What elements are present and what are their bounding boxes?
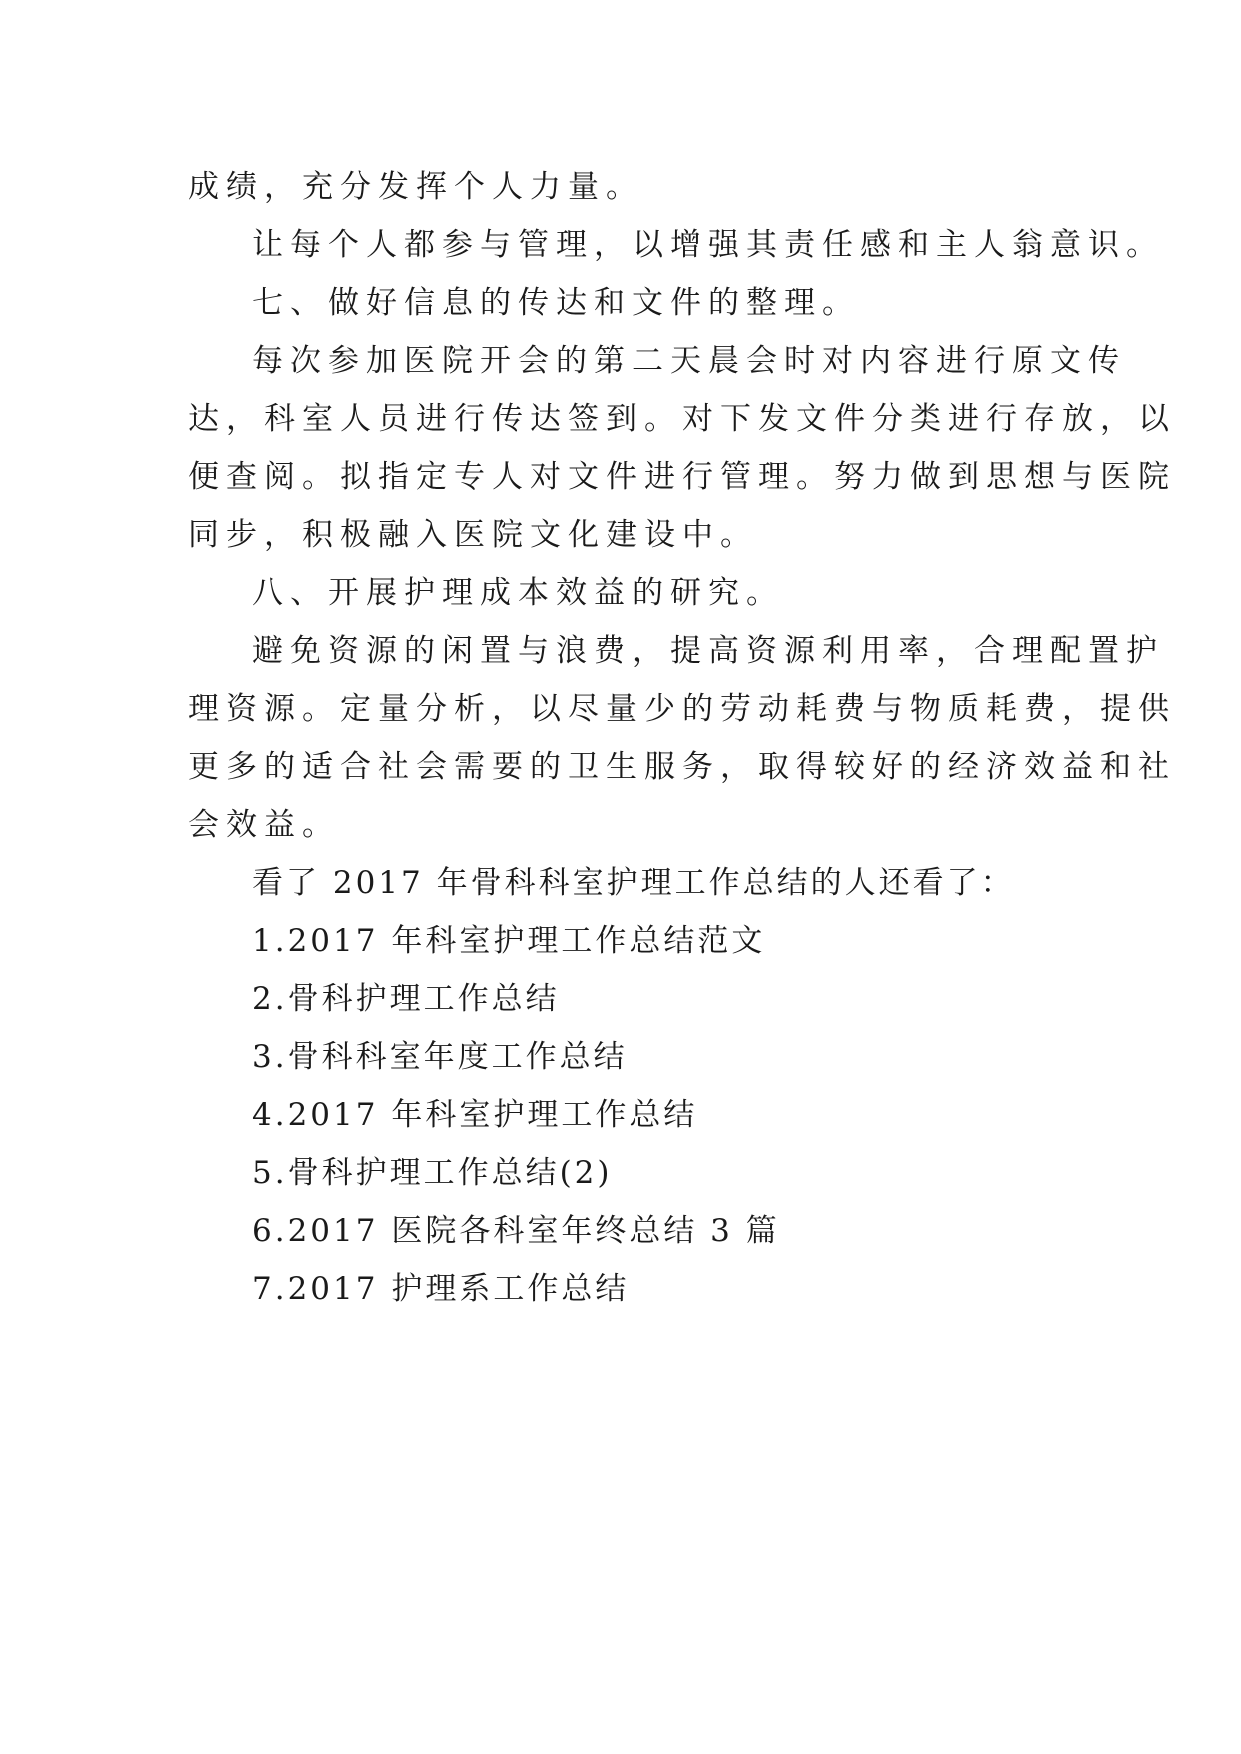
related-link[interactable]: 4.2017 年科室护理工作总结	[252, 1097, 698, 1133]
paragraph-line: 同步，积极融入医院文化建设中。	[188, 517, 758, 553]
document-body	[188, 158, 1176, 1318]
related-link[interactable]: 3.骨科科室年度工作总结	[252, 1039, 628, 1075]
related-link[interactable]: 2.骨科护理工作总结	[252, 981, 560, 1017]
section-heading: 七、做好信息的传达和文件的整理。	[252, 285, 860, 321]
paragraph-line: 理资源。定量分析，以尽量少的劳动耗费与物质耗费，提供	[188, 691, 1176, 727]
related-heading: 看了 2017 年骨科科室护理工作总结的人还看了：	[252, 865, 1015, 901]
paragraph-line: 会效益。	[188, 807, 340, 843]
related-link[interactable]: 7.2017 护理系工作总结	[252, 1271, 630, 1307]
related-link[interactable]: 5.骨科护理工作总结(2)	[252, 1155, 613, 1191]
section-heading: 八、开展护理成本效益的研究。	[252, 575, 784, 611]
paragraph-line: 每次参加医院开会的第二天晨会时对内容进行原文传	[252, 343, 1126, 379]
paragraph-line: 避免资源的闲置与浪费，提高资源利用率，合理配置护	[252, 633, 1164, 669]
paragraph-line: 便查阅。拟指定专人对文件进行管理。努力做到思想与医院	[188, 459, 1176, 495]
related-link[interactable]: 6.2017 医院各科室年终总结 3 篇	[252, 1213, 780, 1249]
paragraph-line: 成绩，充分发挥个人力量。	[188, 169, 644, 205]
paragraph-line: 达，科室人员进行传达签到。对下发文件分类进行存放，以	[188, 401, 1176, 437]
paragraph-line: 让每个人都参与管理，以增强其责任感和主人翁意识。	[252, 227, 1164, 263]
paragraph-line: 更多的适合社会需要的卫生服务，取得较好的经济效益和社	[188, 749, 1176, 785]
related-link[interactable]: 1.2017 年科室护理工作总结范文	[252, 923, 766, 959]
